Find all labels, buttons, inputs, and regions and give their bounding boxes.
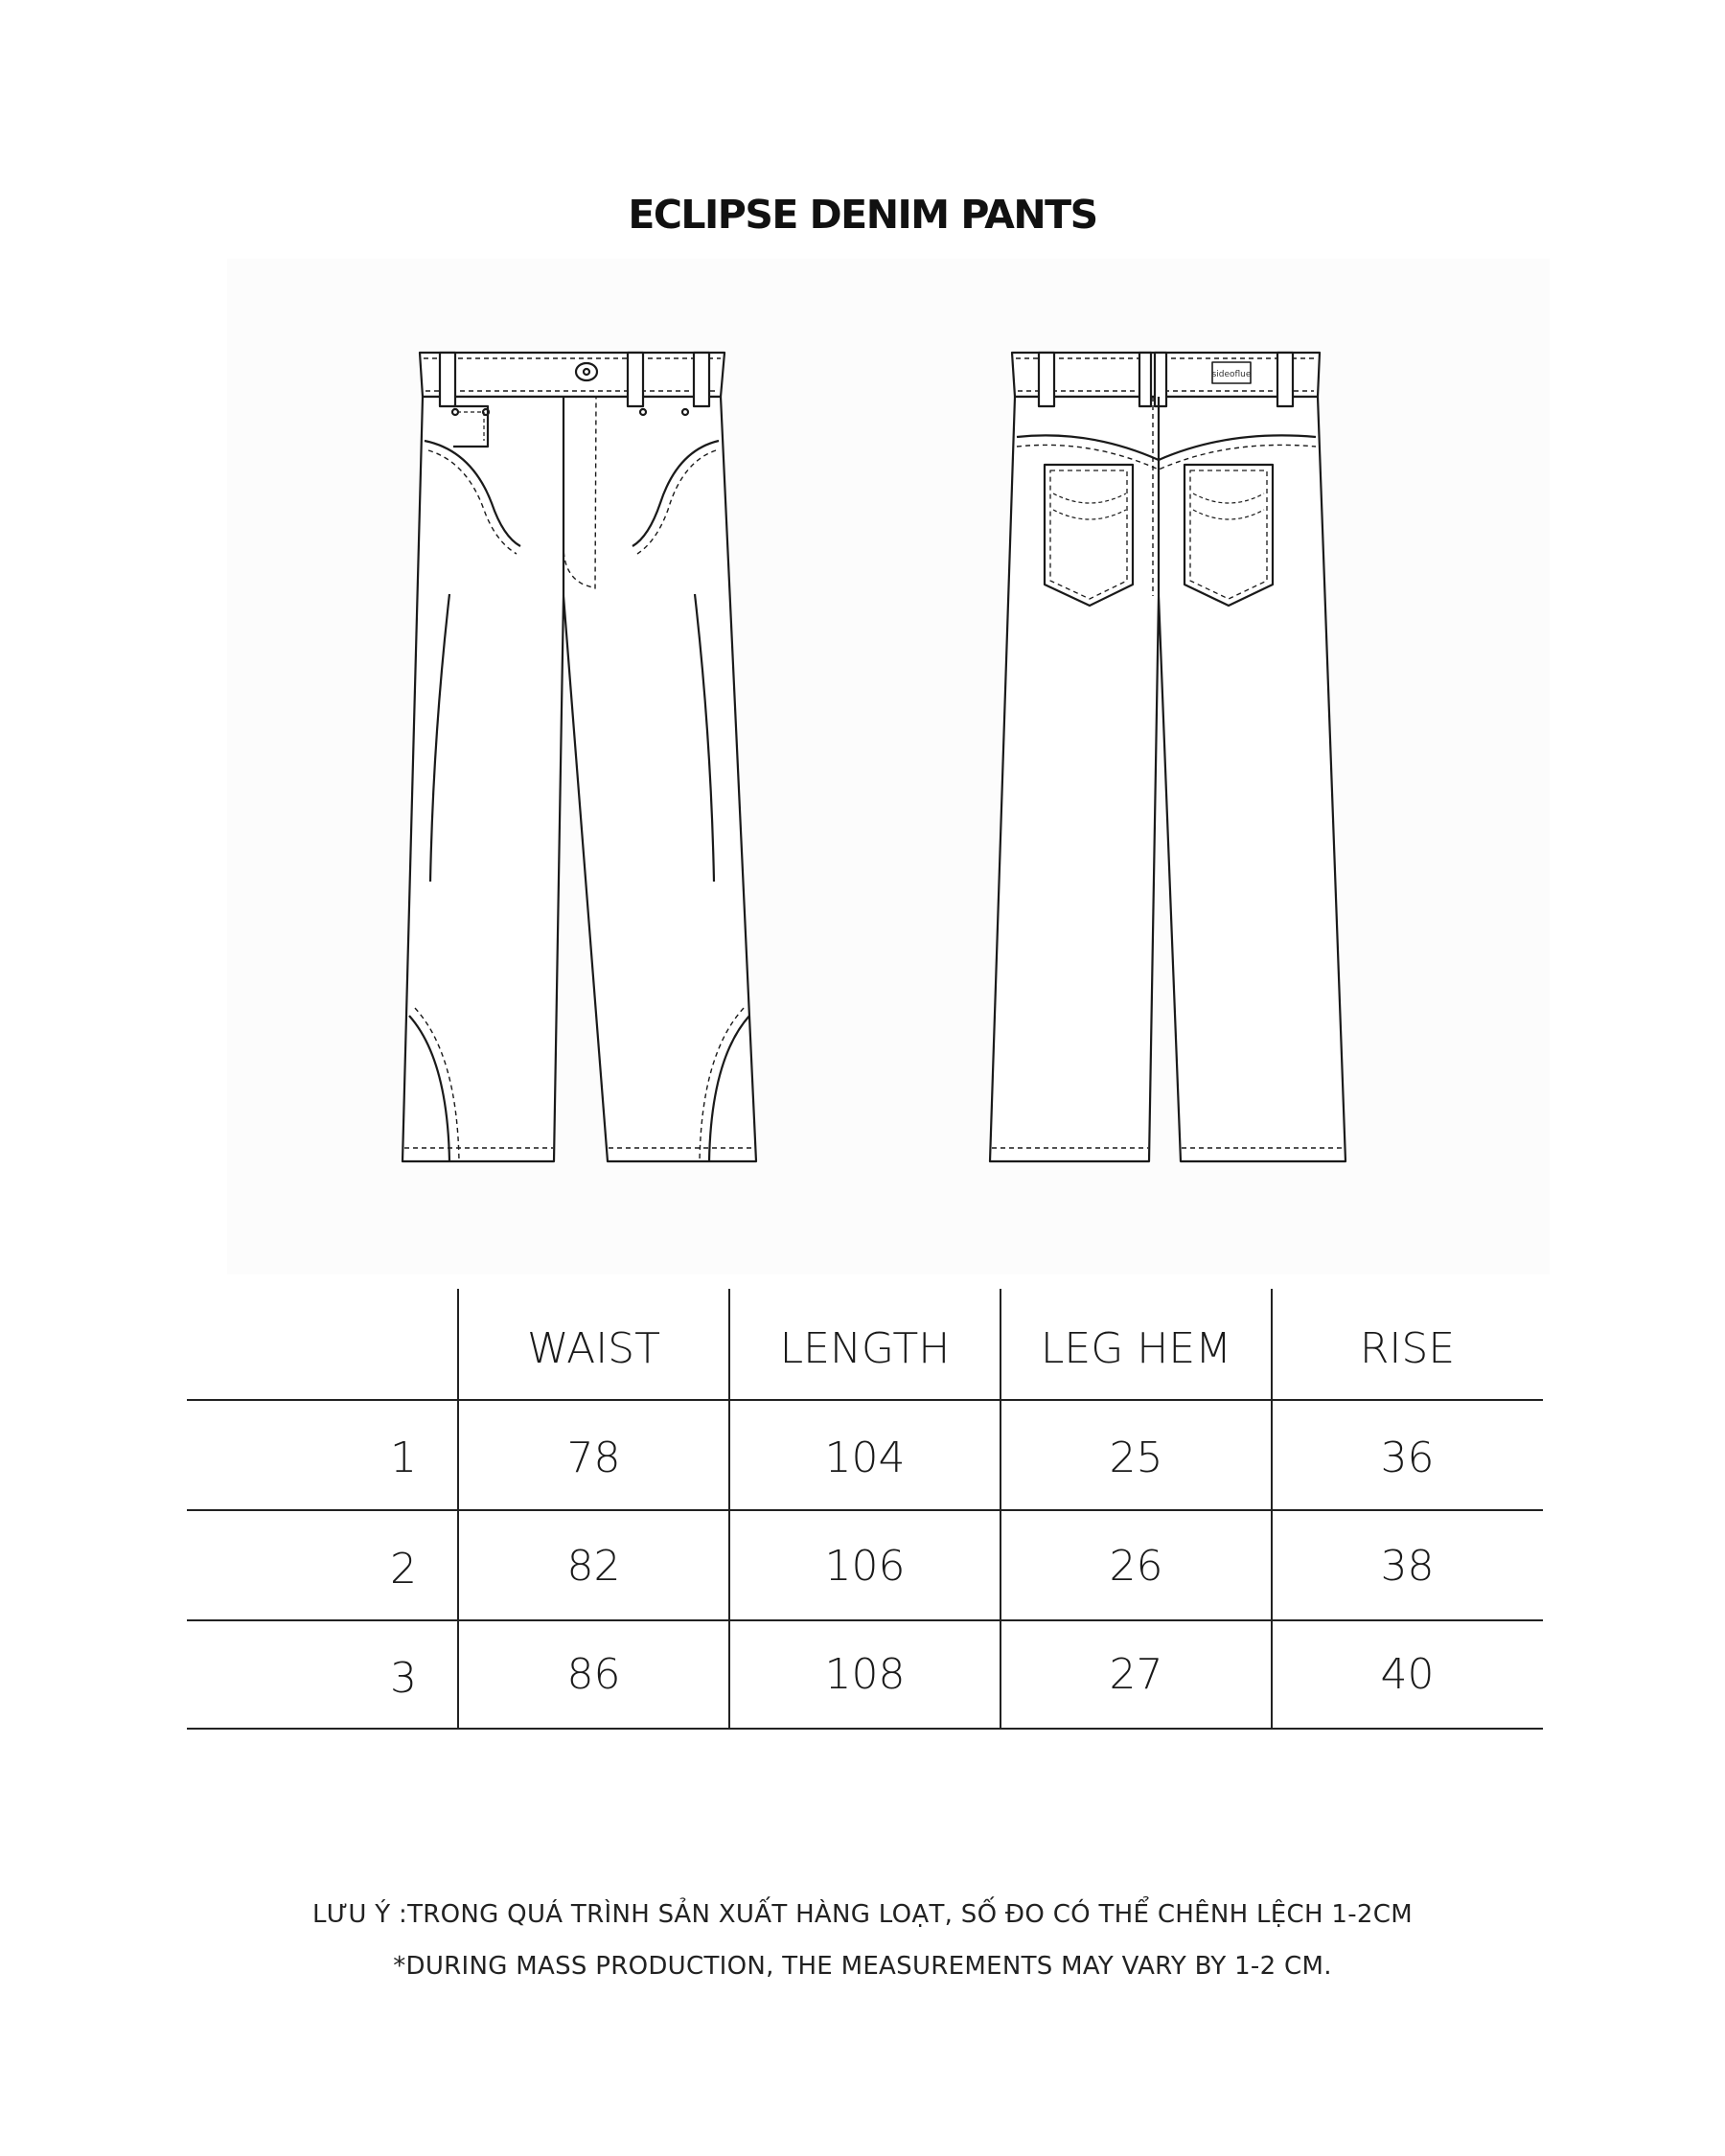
cell-waist: 78 xyxy=(566,1434,621,1482)
header-waist: WAIST xyxy=(527,1324,660,1373)
table-divider xyxy=(187,1399,1543,1401)
cell-rise: 40 xyxy=(1380,1650,1435,1699)
cell-length: 106 xyxy=(824,1542,906,1591)
table-divider xyxy=(457,1289,459,1730)
cell-leg-hem: 26 xyxy=(1109,1542,1163,1591)
table-divider xyxy=(1271,1289,1273,1730)
note-english: *DURING MASS PRODUCTION, THE MEASUREMENTS MAY VARY BY 1-2 CM. xyxy=(393,1952,1332,1981)
cell-rise: 36 xyxy=(1380,1434,1435,1482)
pants-flat-sketch xyxy=(227,259,1550,1274)
table-divider xyxy=(187,1619,1543,1621)
row-size: 2 xyxy=(390,1545,417,1594)
note-vietnamese: LƯU Ý :TRONG QUÁ TRÌNH SẢN XUẤT HÀNG LOẠT, SỐ ĐO CÓ THỂ CHÊNH LỆCH 1-2CM xyxy=(312,1900,1413,1929)
size-chart-table xyxy=(187,1289,1543,1739)
header-leg-hem: LEG HEM xyxy=(1040,1324,1232,1373)
header-rise: RISE xyxy=(1359,1324,1456,1373)
header-length: LENGTH xyxy=(779,1324,951,1373)
row-size: 3 xyxy=(390,1654,417,1703)
cell-leg-hem: 25 xyxy=(1109,1434,1163,1482)
cell-leg-hem: 27 xyxy=(1109,1650,1163,1699)
table-divider xyxy=(187,1509,1543,1511)
table-divider xyxy=(1000,1289,1001,1730)
cell-waist: 82 xyxy=(566,1542,621,1591)
cell-length: 108 xyxy=(824,1650,906,1699)
front-view-pants xyxy=(390,353,756,1161)
cell-length: 104 xyxy=(824,1434,906,1482)
back-view-pants xyxy=(990,353,1346,1161)
row-size: 1 xyxy=(390,1434,417,1482)
table-divider xyxy=(728,1289,730,1730)
back-label-text: sideoflue xyxy=(1211,370,1252,379)
table-divider xyxy=(187,1728,1543,1730)
page-title: ECLIPSE DENIM PANTS xyxy=(628,192,1097,238)
cell-rise: 38 xyxy=(1380,1542,1435,1591)
cell-waist: 86 xyxy=(566,1650,621,1699)
technical-drawing-panel xyxy=(227,259,1550,1274)
